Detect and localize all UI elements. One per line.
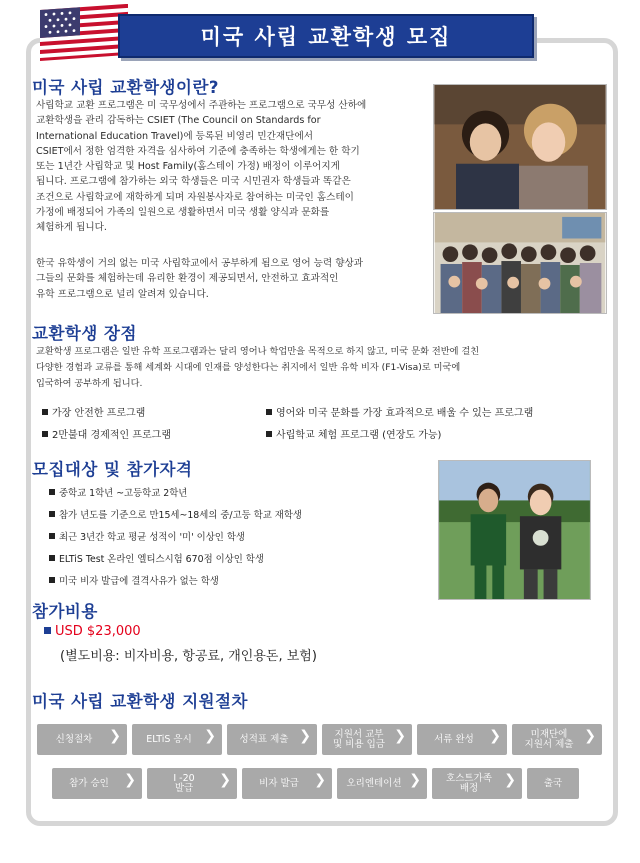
step-visa: 비자 발급 ❯ — [242, 768, 332, 799]
step-host-family: 호스트가족 배정 ❯ — [432, 768, 522, 799]
chevron-right-icon: ❯ — [204, 728, 216, 744]
about-paragraph: 사립학교 교환 프로그램은 미 국무성에서 주관하는 프로그램으로 국무성 산하에 교환학생을 관리 감독하는 CSIET (The Council on Standards for International Education Travel)에 등록된 비영리 민간재단에서 CSIET에서 정한 엄격한 자격을 심사하여 기준에 충족하는 학생에게는 한 학기 또는 1년간 사립학교 및 Host Family(홈스테이 가정) 배정이 이루어지게 됩니다. 프로그램에 참가하는 외국 학생들은 미국 시민권자 학생들과 똑같은 조건으로 사립학교에 재학하게 되며 자원봉사자로 참여하는 미국인 홈스테이 가정에 배정되어 가족의 일원으로 생활하면서 미국 생활 양식과 문화를 체험하게 됩니다. — [36, 100, 367, 234]
section-heading-procedure: 미국 사립 교환학생 지원절차 — [32, 692, 249, 711]
step-application-payment: 지원서 교부 및 비용 입금 ❯ — [322, 724, 412, 755]
list-item: 사립학교 체험 프로그램 (연장도 가능) — [266, 426, 441, 441]
list-item: 참가 년도를 기준으로 만15세~18세의 중/고등 학교 재학생 — [49, 507, 302, 521]
step-apply: 신청절차 ❯ — [37, 724, 127, 755]
section-heading-eligibility: 모집대상 및 참가자격 — [32, 460, 193, 479]
step-approval: 참가 승인 ❯ — [52, 768, 142, 799]
section-heading-about: 미국 사립 교환학생이란? — [32, 78, 219, 97]
section-heading-benefits: 교환학생 장점 — [32, 324, 137, 343]
step-documents: 서류 완성 ❯ — [417, 724, 507, 755]
chevron-right-icon: ❯ — [504, 772, 516, 788]
price-item — [44, 624, 141, 639]
list-item: 최근 3년간 학교 평균 성적이 '미' 이상인 학생 — [49, 529, 245, 543]
list-item: 미국 비자 발급에 결격사유가 없는 학생 — [49, 573, 219, 587]
list-item: 중학교 1학년 ~고등학교 2학년 — [49, 485, 187, 499]
step-transcript: 성적표 제출 ❯ — [227, 724, 317, 755]
photo-classroom-group — [433, 212, 607, 314]
photo-student-host-mother — [433, 84, 607, 210]
step-submit-foundation: 미재단에 지원서 제출 ❯ — [512, 724, 602, 755]
chevron-right-icon: ❯ — [124, 772, 136, 788]
chevron-right-icon: ❯ — [394, 728, 406, 744]
list-item: 영어와 미국 문화를 가장 효과적으로 배울 수 있는 프로그램 — [266, 404, 533, 419]
page-title: 미국 사립 교환학생 모집 — [118, 14, 534, 58]
step-i20: I -20 발급 ❯ — [147, 768, 237, 799]
section-heading-cost: 참가비용 — [32, 602, 98, 621]
chevron-right-icon: ❯ — [489, 728, 501, 744]
chevron-right-icon: ❯ — [584, 728, 596, 744]
step-eltis: ELTiS 응시 ❯ — [132, 724, 222, 755]
chevron-right-icon: ❯ — [409, 772, 421, 788]
chevron-right-icon: ❯ — [314, 772, 326, 788]
list-item: 가장 안전한 프로그램 — [42, 404, 145, 419]
list-item: ELTiS Test 온라인 엘티스시험 670점 이상인 학생 — [49, 551, 264, 565]
list-item: 2만불대 경제적인 프로그램 — [42, 426, 171, 441]
price-value: USD $23,000 — [55, 624, 141, 639]
benefits-paragraph: 교환학생 프로그램은 일반 유학 프로그램과는 달리 영어나 학업만을 목적으로 하지 않고, 미국 문화 전반에 걸친 다양한 경험과 교류를 통해 세계화 시대에 인재를 양성한다는 취지에서 일반 유학 비자 (F1-Visa)로 미국에 입국하여 공부하게 됩니다. — [36, 346, 480, 389]
step-departure: 출국 — [527, 768, 579, 799]
chevron-right-icon: ❯ — [109, 728, 121, 744]
chevron-right-icon: ❯ — [219, 772, 231, 788]
about-paragraph-2: 한국 유학생이 거의 없는 미국 사립학교에서 공부하게 됨으로 영어 능력 향상과 그들의 문화를 체험하는데 유리한 환경이 제공되면서, 안전하고 효과적인 유학 프로그램으로 널리 알려져 있습니다. — [36, 258, 364, 300]
extra-costs: (별도비용: 비자비용, 항공료, 개인용돈, 보험) — [60, 649, 317, 664]
step-orientation: 오리엔테이션 ❯ — [337, 768, 427, 799]
chevron-right-icon: ❯ — [299, 728, 311, 744]
photo-students-field — [438, 460, 591, 600]
